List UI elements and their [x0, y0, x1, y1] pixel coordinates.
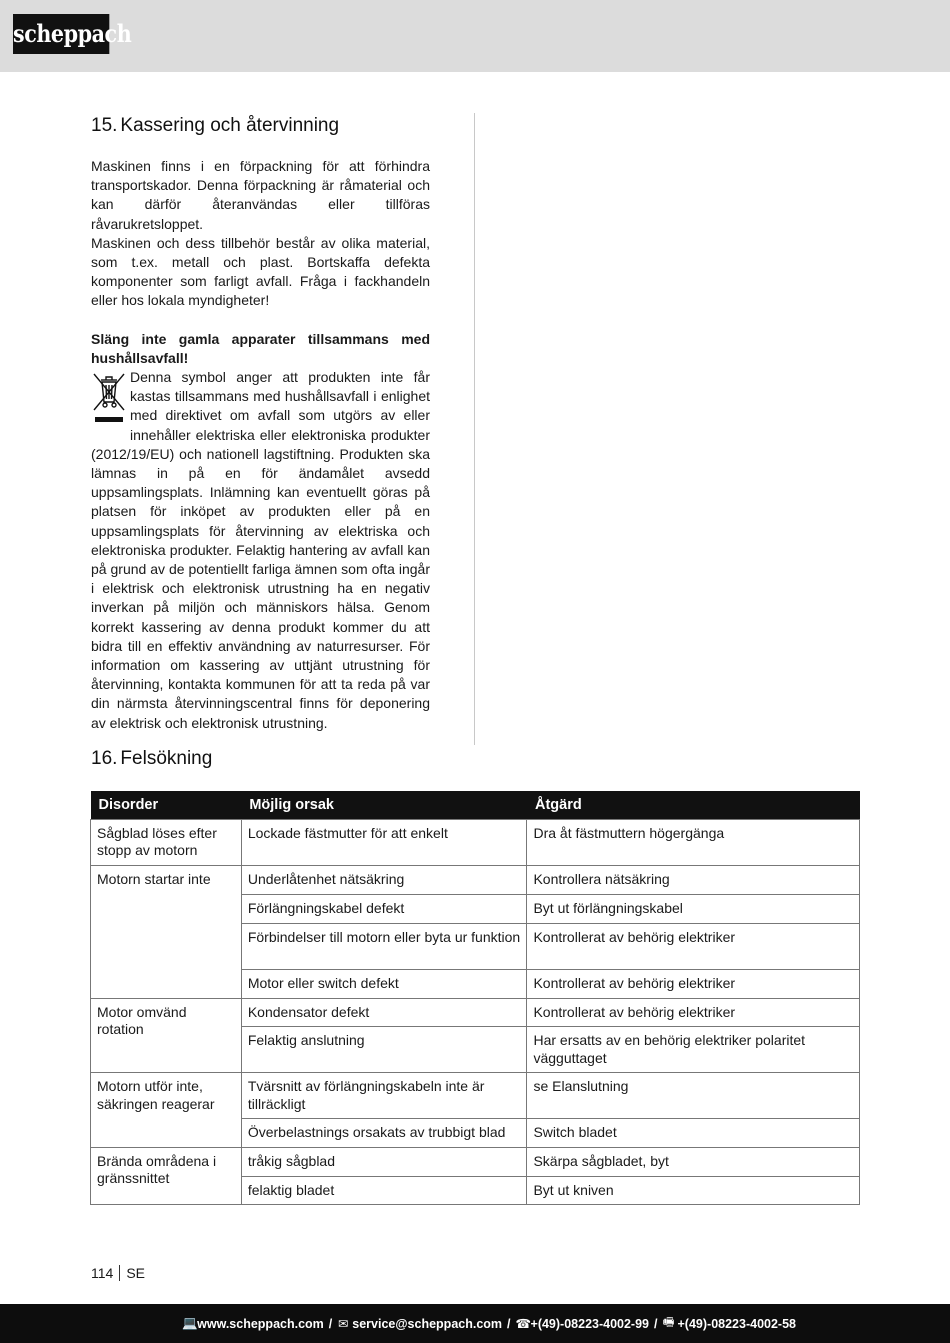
- action-cell: Byt ut kniven: [527, 1176, 860, 1205]
- cause-cell: Överbelastnings orsakats av trubbigt blad: [241, 1119, 527, 1148]
- table-header-row: [91, 791, 860, 819]
- logo-text: scheppach: [13, 19, 132, 48]
- cause-cell: Tvärsnitt av förlängningskabeln inte är tillräckligt: [241, 1073, 527, 1119]
- page-number-value: 114: [91, 1265, 114, 1281]
- action-cell: Kontrollerat av behörig elektriker: [527, 923, 860, 969]
- computer-icon: 💻: [182, 1316, 198, 1330]
- cause-cell: Kondensator defekt: [241, 998, 527, 1027]
- cause-cell: Motor eller switch defekt: [241, 969, 527, 998]
- footer-phone: +(49)-08223-4002-99: [530, 1316, 650, 1331]
- household-waste-warning: Släng inte gamla apparater tillsammans med hushållsavfall!: [91, 330, 430, 366]
- disorder-cell: Sågblad löses efter stopp av motorn: [91, 819, 242, 865]
- table-row: [91, 1073, 860, 1119]
- cause-cell: tråkig sågblad: [241, 1147, 527, 1176]
- action-cell: Byt ut förlängningskabel: [527, 894, 860, 923]
- footer-contact-bar: [0, 1304, 950, 1343]
- section-15-title: Kassering och återvinning: [120, 115, 340, 136]
- materials-paragraph: Maskinen och dess tillbehör består av olika material, som t.ex. metall och plast. Bortskaffa defekta komponenter som farligt avfall. Fråga i fackhandeln eller hos lokala myndigheter!: [91, 234, 430, 309]
- page-number: [91, 1265, 145, 1281]
- weee-block: [91, 368, 430, 733]
- column-header-cause: Möjlig orsak: [241, 791, 527, 819]
- troubleshooting-table: [90, 791, 860, 1205]
- table-row: [91, 819, 860, 865]
- action-cell: Kontrollerat av behörig elektriker: [527, 998, 860, 1027]
- footer-fax: +(49)-08223-4002-58: [677, 1316, 796, 1331]
- disorder-cell: Motorn utför inte, säkringen reagerar: [91, 1073, 242, 1148]
- section-16-title: Felsökning: [120, 748, 213, 769]
- footer-separator: /: [507, 1316, 511, 1331]
- column-header-action: Åtgärd: [527, 791, 860, 819]
- packaging-paragraph: Maskinen finns i en förpackning för att förhindra transportskador. Denna förpackning är råmaterial och kan därför återanvändas eller tillföras råvarukretsloppet.: [91, 158, 430, 232]
- cause-cell: Förbindelser till motorn eller byta ur funktion: [241, 923, 527, 969]
- disorder-cell: Motor omvänd rotation: [91, 998, 242, 1073]
- column-header-disorder: Disorder: [91, 791, 242, 819]
- section-16-heading: [91, 746, 859, 772]
- cause-cell: Underlåtenhet nätsäkring: [241, 865, 527, 894]
- weee-paragraph: Denna symbol anger att produkten inte får kastas tillsammans med hushållsavfall i enlighet med direktivet om avfall som utgörs av eller innehåller elektriska eller elektroniska produkter (2012/19/EU) och nationell lagstiftning. Produkten ska lämnas in på en för ändamålet avsedd uppsamlingsplats. Inlämning kan eventuellt göras på platsen för inköpet av produkten eller på en uppsamlingsplats för återvinning av elektriska och elektroniska produkter. Felaktig hantering av avfall kan på grund av de potentiellt farliga ämnen som ofta ingår i elektrisk och elektronisk utrustning ha en negativ inverkan på miljön och människors hälsa. Genom korrekt kassering av denna produkt kommer du att bidra till en effektiv användning av naturresurser. För information om kassering av uttjänt utrustning för återvinning, kontakta kommunen för att ta reda på var din närmsta återvinningscentral finns för deponering av elektrisk och elektronisk utrustning.: [91, 369, 430, 731]
- cause-cell: Lockade fästmutter för att enkelt: [241, 819, 527, 865]
- page-language: SE: [126, 1265, 146, 1281]
- section-16-number: 16.: [91, 748, 118, 769]
- action-cell: Dra åt fästmuttern högergänga: [527, 819, 860, 865]
- action-cell: se Elanslutning: [527, 1073, 860, 1119]
- action-cell: Kontrollera nätsäkring: [527, 865, 860, 894]
- crossed-out-wheelie-bin-icon: [91, 370, 127, 428]
- footer-separator: /: [654, 1316, 658, 1331]
- table-row: [91, 1147, 860, 1176]
- cause-cell: felaktig bladet: [241, 1176, 527, 1205]
- scheppach-logo: [13, 14, 132, 54]
- header-band: [0, 0, 950, 72]
- fax-icon: 🖷: [662, 1315, 675, 1329]
- column-divider: [474, 113, 475, 745]
- cause-cell: Förlängningskabel defekt: [241, 894, 527, 923]
- envelope-icon: ✉: [338, 1317, 349, 1331]
- page-number-separator: [119, 1265, 120, 1281]
- section-15-heading: [91, 113, 430, 139]
- action-cell: Skärpa sågbladet, byt: [527, 1147, 860, 1176]
- footer-website[interactable]: www.scheppach.com: [197, 1316, 324, 1331]
- section-15: [91, 113, 430, 733]
- cause-cell: Felaktig anslutning: [241, 1027, 527, 1073]
- telephone-icon: ☎: [515, 1317, 532, 1331]
- table-row: [91, 865, 860, 894]
- section-16: [91, 746, 859, 772]
- footer-email[interactable]: service@scheppach.com: [352, 1316, 503, 1331]
- action-cell: Kontrollerat av behörig elektriker: [527, 969, 860, 998]
- action-cell: Har ersatts av en behörig elektriker polaritet vägguttaget: [527, 1027, 860, 1073]
- disorder-cell: Motorn startar inte: [91, 865, 242, 998]
- section-15-number: 15.: [91, 115, 118, 136]
- footer-separator: /: [328, 1316, 333, 1331]
- disorder-cell: Brända områdena i gränssnittet: [91, 1147, 242, 1205]
- action-cell: Switch bladet: [527, 1119, 860, 1148]
- table-row: [91, 998, 860, 1027]
